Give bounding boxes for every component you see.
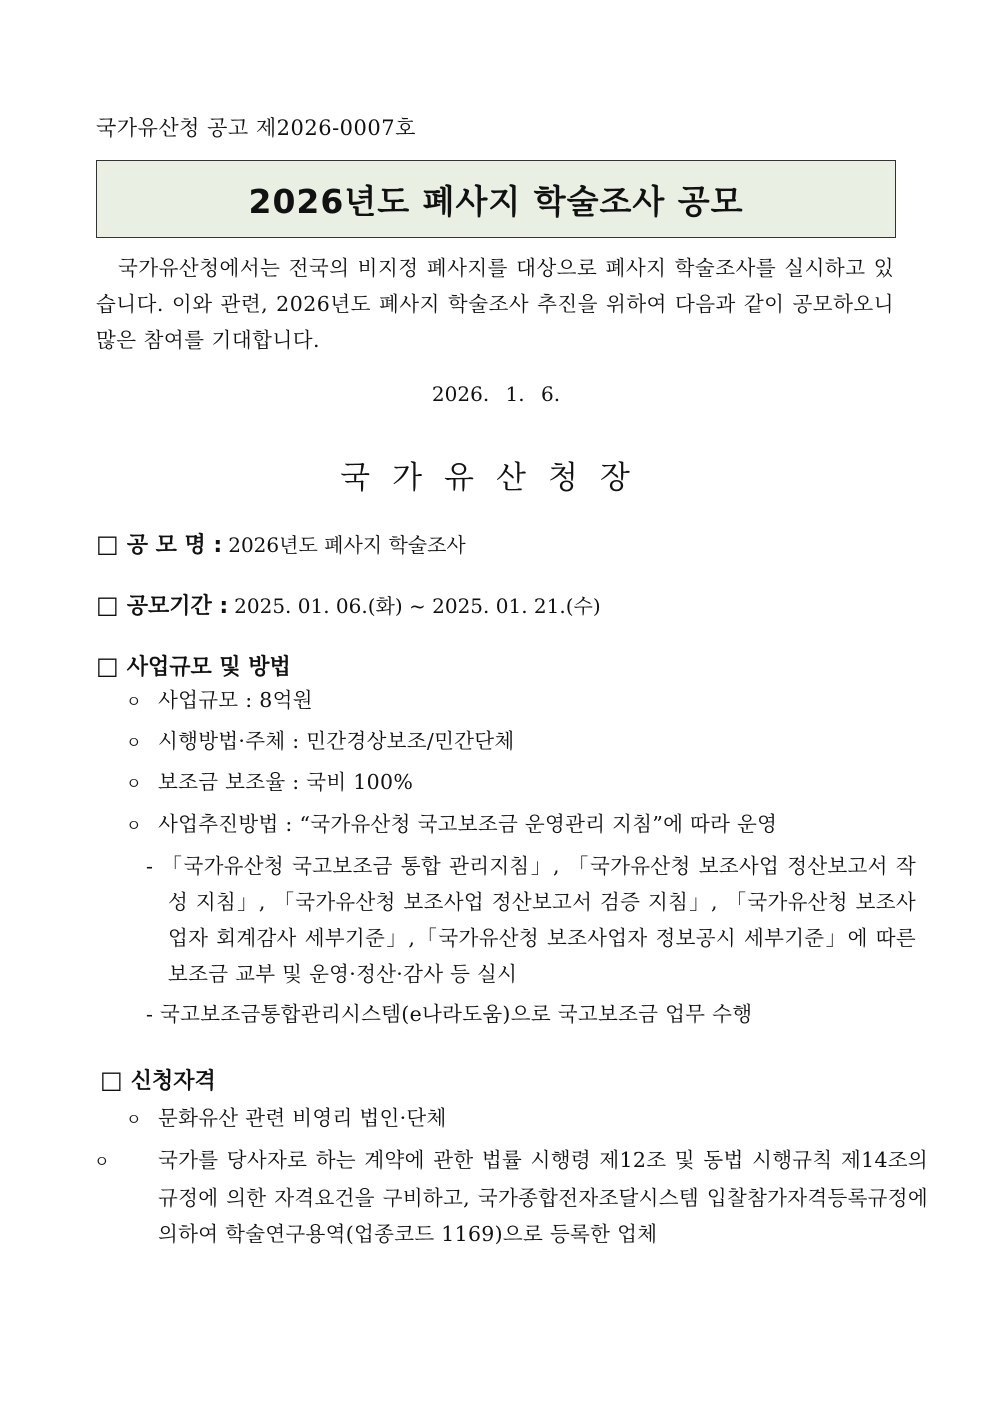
notice-number: 국가유산청 공고 제2026-0007호 xyxy=(96,116,416,140)
list-item xyxy=(126,806,896,844)
issuer-name: 국가유산청장 xyxy=(340,460,652,496)
list-item-text: 시행방법·주체 : 민간경상보조/민간단체 xyxy=(158,729,515,753)
sub-list-item: - 「국가유산청 국고보조금 통합 관리지침」, 「국가유산청 보조사업 정산보고서 작성 지침」, 「국가유산청 보조사업 정산보고서 검증 지침」, 「국가유산청 보조사업자 회계감사 세부기준」,「국가유산청 보조사업자 정보공시 세부기준」에 따른 보조금 교부 및 운영·정산·감사 등 실시 xyxy=(146,854,916,986)
checkbox-square-icon: □ xyxy=(96,591,119,619)
section-eligibility-label: 신청자격 xyxy=(130,1069,216,1094)
section-name-value: 2026년도 폐사지 학술조사 xyxy=(228,533,466,557)
checkbox-square-icon: □ xyxy=(96,652,119,680)
circle-bullet-icon: ㅇ xyxy=(94,1152,110,1171)
list-item-text: 사업추진방법 : “국가유산청 국고보조금 운영관리 지침”에 따라 운영 xyxy=(158,812,778,836)
checkbox-square-icon: □ xyxy=(96,530,119,558)
list-item xyxy=(126,723,896,761)
section-name-label: 공 모 명 : xyxy=(126,533,223,558)
document-title: 2026년도 폐사지 학술조사 공모 xyxy=(248,181,744,221)
circle-bullet-icon: ㅇ xyxy=(126,733,142,752)
list-item xyxy=(126,764,896,802)
list-item-text: 문화유산 관련 비영리 법인·단체 xyxy=(158,1106,447,1130)
list-item-text: 보조금 보조율 : 국비 100% xyxy=(158,770,414,794)
circle-bullet-icon: ㅇ xyxy=(126,692,142,711)
checkbox-square-icon: □ xyxy=(100,1066,123,1094)
section-period xyxy=(96,589,601,620)
circle-bullet-icon: ㅇ xyxy=(126,774,142,793)
list-item-text: 사업규모 : 8억원 xyxy=(158,688,313,712)
list-item-text: 국가를 당사자로 하는 계약에 관한 법률 시행령 제12조 및 동법 시행규칙 제14조의 규정에 의한 자격요건을 구비하고, 국가종합전자조달시스템 입찰참가자격등록규정에 의하여 학술연구용역(업종코드 1169)으로 등록한 업체 xyxy=(158,1148,928,1246)
list-item xyxy=(126,682,896,720)
list-item xyxy=(94,1142,928,1252)
section-name xyxy=(96,528,466,559)
section-eligibility xyxy=(100,1064,216,1095)
circle-bullet-icon: ㅇ xyxy=(126,1110,142,1129)
sub-list-item: - 국고보조금통합관리시스템(e나라도움)으로 국고보조금 업무 수행 xyxy=(146,1002,753,1026)
notice-date: 2026. 1. 6. xyxy=(431,382,561,406)
intro-paragraph: 국가유산청에서는 전국의 비지정 폐사지를 대상으로 폐사지 학술조사를 실시하고 있습니다. 이와 관련, 2026년도 폐사지 학술조사 추진을 위하여 다음과 같이 공모하오니 많은 참여를 기대합니다. xyxy=(96,256,894,352)
section-period-label: 공모기간 : xyxy=(126,594,229,619)
section-scale xyxy=(96,650,291,681)
title-box xyxy=(96,160,896,238)
circle-bullet-icon: ㅇ xyxy=(126,816,142,835)
section-scale-label: 사업규모 및 방법 xyxy=(126,655,291,680)
section-period-value: 2025. 01. 06.(화) ~ 2025. 01. 21.(수) xyxy=(234,594,601,618)
list-item xyxy=(126,1100,896,1138)
